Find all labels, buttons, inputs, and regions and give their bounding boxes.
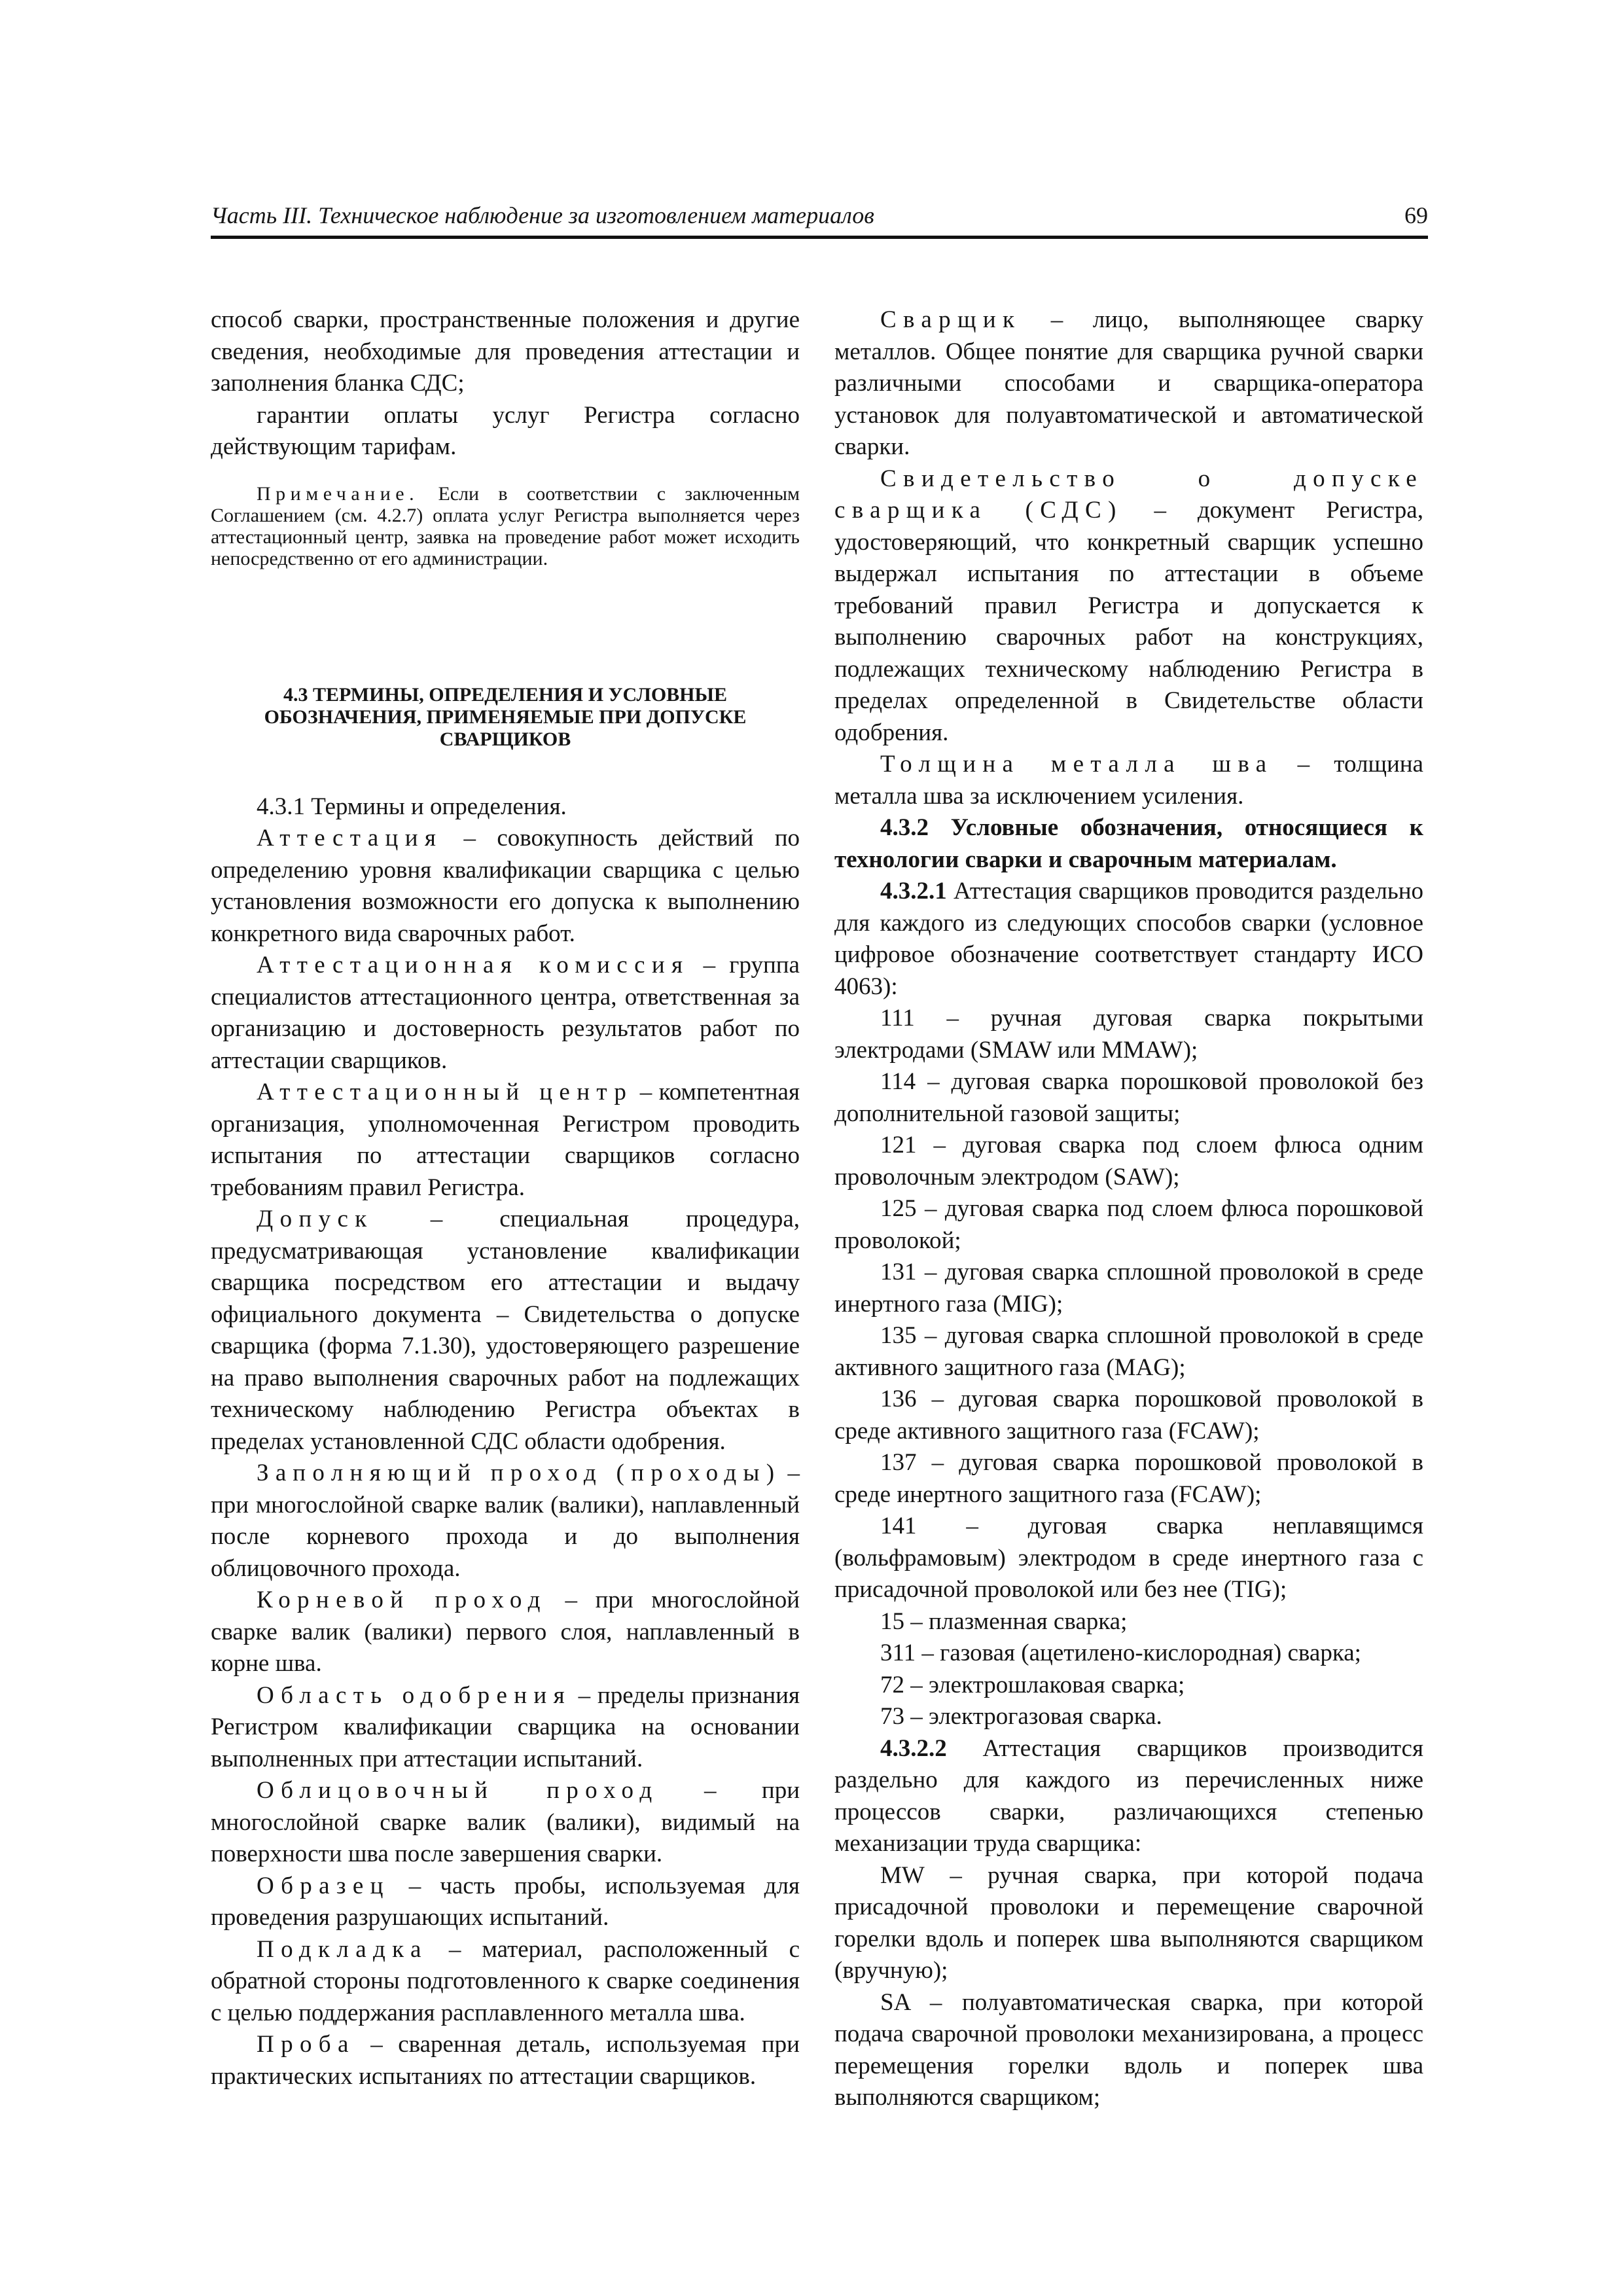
process-text: – электрошлаковая сварка; bbox=[904, 1671, 1185, 1698]
process-text: – плазменная сварка; bbox=[904, 1607, 1128, 1635]
definition: – при многослойной сварке валик (валики), видимый на поверхности шва после завершения сварки. bbox=[211, 1777, 800, 1867]
definition: – группа специалистов аттестационного центра, ответственная за организацию и достоверность результатов работ по аттестации сварщиков. bbox=[211, 952, 800, 1074]
term: Облицовочный проход bbox=[257, 1777, 659, 1804]
section-heading: 4.3 ТЕРМИНЫ, ОПРЕДЕЛЕНИЯ И УСЛОВНЫЕ ОБОЗНАЧЕНИЯ, ПРИМЕНЯЕМЫЕ ПРИ ДОПУСКЕ СВАРЩИКОВ bbox=[264, 683, 747, 750]
term-definition bbox=[211, 1204, 800, 1458]
clause-number: 4.3.2.2 bbox=[880, 1734, 947, 1762]
process-item bbox=[834, 1606, 1423, 1638]
term-definition bbox=[211, 950, 800, 1077]
process-text: – ручная дуговая сварка покрытыми электродами (SMAW или MMAW); bbox=[834, 1005, 1423, 1064]
paragraph: способ сварки, пространственные положения и другие сведения, необходимые для проведения аттестации и заполнения бланка СДС; bbox=[211, 306, 800, 397]
process-text: – газовая (ацетилено-кислородная) сварка; bbox=[916, 1640, 1361, 1666]
definition: – сваренная деталь, используемая при практических испытаниях по аттестации сварщиков. bbox=[211, 2031, 800, 2090]
process-text: – дуговая сварка под слоем флюса одним проволочным электродом (SAW); bbox=[834, 1132, 1423, 1191]
process-text: – дуговая сварка порошковой проволокой в среде активного защитного газа (FCAW); bbox=[834, 1386, 1423, 1444]
definition: – компетентная организация, уполномоченная Регистром проводить испытания по аттестации сварщиков согласно требованиям правил Регистра. bbox=[211, 1079, 800, 1201]
page-number: 69 bbox=[1404, 202, 1428, 228]
term-definition bbox=[211, 1934, 800, 2030]
process-code: 73 bbox=[880, 1703, 904, 1730]
term-definition bbox=[211, 823, 800, 950]
subsection-number: 4.3.2 bbox=[880, 814, 929, 841]
mode-item bbox=[834, 1987, 1423, 2114]
term-definition bbox=[211, 1458, 800, 1585]
term-definition bbox=[834, 304, 1423, 463]
process-item bbox=[834, 1003, 1423, 1066]
note bbox=[211, 483, 800, 569]
process-code: 137 bbox=[880, 1449, 917, 1476]
term: Подкладка bbox=[257, 1935, 428, 1963]
subsection-title bbox=[211, 791, 800, 823]
definition: – материал, расположенный с обратной стороны подготовленного к сварке соединения с целью поддержания расплавленного металла шва. bbox=[211, 1935, 800, 2026]
clause-number: 4.3.2.1 bbox=[880, 878, 947, 905]
note-text: Если в соответствии с заключенным Соглашением (см. 4.2.7) оплата услуг Регистра выполняется через аттестационный центр, заявка на проведение работ может исходить непосредственно от его администрации. bbox=[211, 482, 800, 569]
term-definition bbox=[211, 1077, 800, 1204]
term: Сварщик bbox=[880, 306, 1022, 333]
definition: – при многослойной сварке валик (валики) первого слоя, наплавленный в корне шва. bbox=[211, 1587, 800, 1677]
term: Допуск bbox=[257, 1206, 374, 1232]
process-text: – дуговая сварка порошковой проволокой без дополнительной газовой защиты; bbox=[834, 1068, 1423, 1127]
definition: – специальная процедура, предусматривающая установление квалификации сварщика посредством его аттестации и выдачу официального документа – Свидетельства о допуске сварщика (форма 7.1.30), удостоверяющего разрешение на право выполнения сварочных работ на подлежащих техническому наблюдению Регистра объектах в пределах установленной СДС области одобрения. bbox=[211, 1206, 800, 1455]
process-code: 135 bbox=[880, 1322, 917, 1349]
process-item bbox=[834, 1066, 1423, 1130]
process-item bbox=[834, 1384, 1423, 1447]
process-code: 125 bbox=[880, 1195, 917, 1222]
mode-item bbox=[834, 1860, 1423, 1987]
paragraph bbox=[834, 876, 1423, 1003]
process-item bbox=[834, 1638, 1423, 1670]
term: Аттестационный центр bbox=[257, 1079, 633, 1105]
process-code: 15 bbox=[880, 1607, 904, 1635]
definition: – совокупность действий по определению уровня квалификации сварщика с целью установления возможности его допуска к выполнению конкретного вида сварочных работ. bbox=[211, 825, 800, 947]
term: Аттестация bbox=[257, 825, 443, 852]
term: Корневой проход bbox=[257, 1587, 547, 1613]
term-definition bbox=[834, 749, 1423, 812]
process-code: 131 bbox=[880, 1259, 917, 1285]
definition: – документ Регистра, удостоверяющий, что конкретный сварщик успешно выдержал испытания по аттестации в объеме требований правил Регистра и допускается к выполнению сварочных работ на конструкциях, подлежащих техническому наблюдению Регистра в пределах определенной в Свидетельстве области одобрения. bbox=[834, 497, 1423, 746]
process-code: 111 bbox=[880, 1005, 915, 1031]
term-definition bbox=[211, 1775, 800, 1871]
process-text: – дуговая сварка под слоем флюса порошковой проволокой; bbox=[834, 1195, 1423, 1254]
term: Область одобрения bbox=[257, 1681, 571, 1709]
process-text: – дуговая сварка порошковой проволокой в среде инертного защитного газа (FCAW); bbox=[834, 1449, 1423, 1508]
process-item bbox=[834, 1257, 1423, 1320]
term: Толщина металла шва bbox=[880, 751, 1274, 778]
definition: – при многослойной сварке валик (валики), наплавленный после корневого прохода и до выполнения облицовочного прохода. bbox=[211, 1460, 800, 1582]
term: Проба bbox=[257, 2031, 355, 2058]
process-item bbox=[834, 1511, 1423, 1606]
subsection-text: Условные обозначения, относящиеся к технологии сварки и сварочным материалам. bbox=[834, 814, 1424, 873]
term-definition bbox=[211, 2029, 800, 2092]
term-definition bbox=[834, 463, 1423, 749]
process-code: 114 bbox=[880, 1068, 916, 1095]
clause-text: Аттестация сварщиков производится раздельно для каждого из перечисленных ниже процессов сварки, различающихся степенью механизации труда сварщика: bbox=[834, 1734, 1423, 1857]
process-code: 311 bbox=[880, 1640, 916, 1666]
process-code: 136 bbox=[880, 1386, 917, 1412]
definition: – пределы признания Регистром квалификации сварщика на основании выполненных при аттестации испытаний. bbox=[211, 1681, 800, 1772]
running-header-title: Часть III. Техническое наблюдение за изготовлением материалов bbox=[211, 202, 874, 228]
mode-code: MW bbox=[880, 1861, 925, 1889]
term: Заполняющий проход (проходы) bbox=[257, 1460, 781, 1486]
clause-text: Аттестация сварщиков проводится раздельно для каждого из следующих способов сварки (условное цифровое обозначение соответствует стандарту ИСО 4063): bbox=[834, 878, 1423, 1000]
mode-text: – ручная сварка, при которой подача присадочной проволоки и перемещение сварочной горелки вдоль и поперек шва выполняются сварщиком (вручную); bbox=[834, 1861, 1423, 1984]
term-definition bbox=[211, 1585, 800, 1680]
note-label: Примечание. bbox=[257, 482, 419, 505]
paragraph: гарантии оплаты услуг Регистра согласно действующим тарифам. bbox=[211, 401, 800, 460]
process-code: 141 bbox=[880, 1513, 917, 1539]
subsection-title bbox=[834, 812, 1423, 876]
process-code: 121 bbox=[880, 1132, 917, 1158]
process-item bbox=[834, 1701, 1423, 1733]
process-text: – дуговая сварка неплавящимся (вольфрамовым) электродом в среде инертного газа с присадочной проволокой или без нее (TIG); bbox=[834, 1513, 1423, 1603]
term: Образец bbox=[257, 1872, 390, 1899]
mode-text: – полуавтоматическая сварка, при которой подача сварочной проволоки механизирована, а процесс перемещения горелки вдоль и поперек шва выполняются сварщиком; bbox=[834, 1988, 1423, 2111]
process-text: – дуговая сварка сплошной проволокой в среде инертного газа (MIG); bbox=[834, 1259, 1423, 1318]
process-item bbox=[834, 1193, 1423, 1257]
term-definition bbox=[211, 1680, 800, 1776]
mode-code: SA bbox=[880, 1988, 910, 2016]
left-column bbox=[211, 304, 800, 2092]
process-item bbox=[834, 1447, 1423, 1511]
process-item bbox=[834, 1130, 1423, 1193]
term-definition bbox=[211, 1871, 800, 1934]
term: Аттестационная комиссия bbox=[257, 952, 690, 978]
definition: – толщина металла шва за исключением усиления. bbox=[834, 751, 1423, 810]
right-column bbox=[834, 304, 1423, 2114]
process-text: – электрогазовая сварка. bbox=[904, 1703, 1162, 1730]
paragraph bbox=[834, 1733, 1423, 1860]
definition: – лицо, выполняющее сварку металлов. Общее понятие для сварщика ручной сварки различными способами и сварщика-оператора установок для полуавтоматической и автоматической сварки. bbox=[834, 306, 1423, 460]
definition: – часть пробы, используемая для проведения разрушающих испытаний. bbox=[211, 1872, 800, 1931]
process-text: – дуговая сварка сплошной проволокой в среде активного защитного газа (MAG); bbox=[834, 1322, 1423, 1381]
process-code: 72 bbox=[880, 1671, 904, 1698]
running-header bbox=[211, 198, 1428, 239]
subsection-number: 4.3.1 bbox=[257, 793, 305, 820]
subsection-text: Термины и определения. bbox=[311, 793, 567, 820]
process-item bbox=[834, 1320, 1423, 1384]
term: Свидетельство о допуске сварщика (СДС) bbox=[834, 465, 1423, 524]
process-item bbox=[834, 1670, 1423, 1702]
